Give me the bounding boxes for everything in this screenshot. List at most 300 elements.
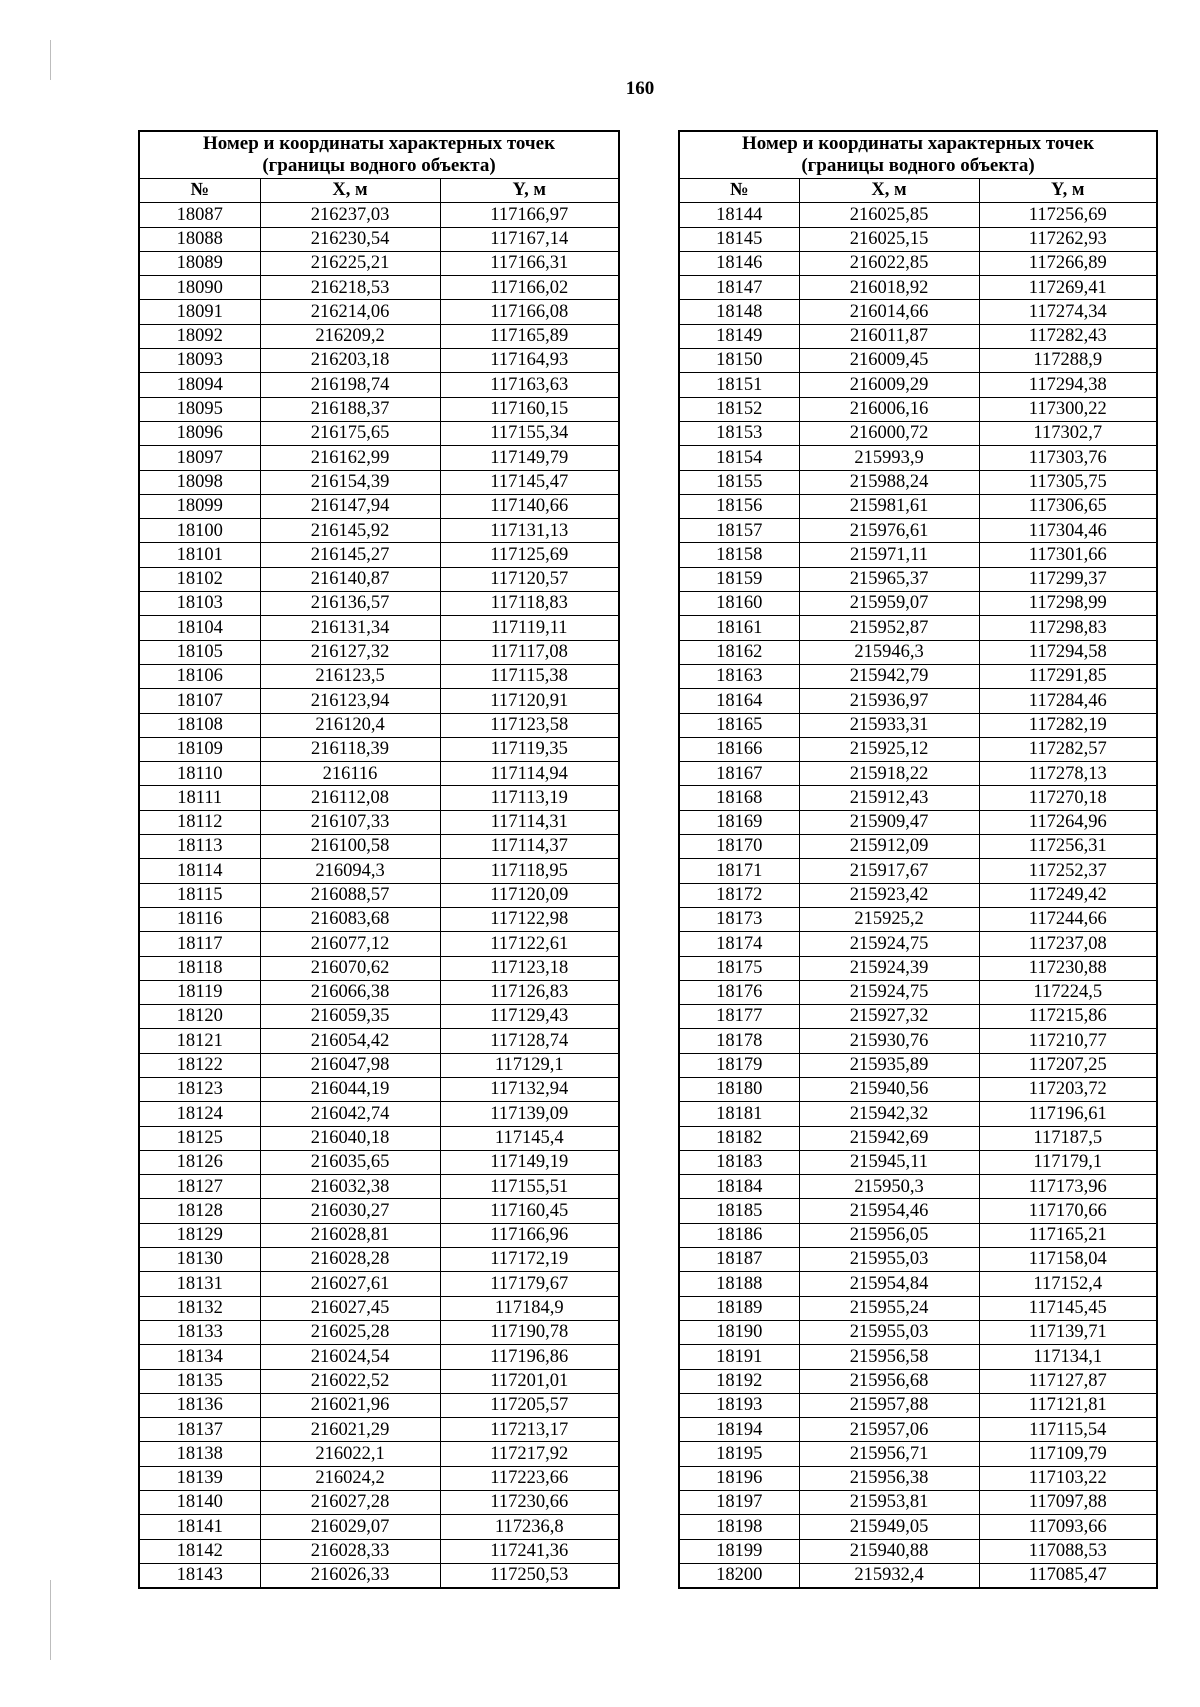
point-number-cell: 18195 (679, 1442, 799, 1466)
y-coordinate-cell: 117236,8 (440, 1515, 619, 1539)
point-number-cell: 18175 (679, 956, 799, 980)
y-coordinate-cell: 117301,66 (979, 543, 1157, 567)
y-coordinate-cell: 117269,41 (979, 276, 1157, 300)
x-coordinate-cell: 215953,81 (799, 1491, 979, 1515)
point-number-cell: 18149 (679, 324, 799, 348)
x-coordinate-cell: 215981,61 (799, 494, 979, 518)
table-row (139, 956, 619, 980)
point-number-cell: 18132 (139, 1296, 260, 1320)
table-row (679, 1296, 1157, 1320)
x-coordinate-cell: 215959,07 (799, 592, 979, 616)
y-coordinate-cell: 117278,13 (979, 762, 1157, 786)
table-row (139, 251, 619, 275)
point-number-cell: 18112 (139, 810, 260, 834)
y-coordinate-cell: 117230,66 (440, 1491, 619, 1515)
x-coordinate-cell: 215971,11 (799, 543, 979, 567)
y-coordinate-cell: 117155,34 (440, 421, 619, 445)
x-coordinate-cell: 215909,47 (799, 810, 979, 834)
x-coordinate-cell: 215956,05 (799, 1223, 979, 1247)
table-row (679, 1053, 1157, 1077)
point-number-cell: 18108 (139, 713, 260, 737)
x-coordinate-cell: 216120,4 (260, 713, 440, 737)
table-row (679, 300, 1157, 324)
x-coordinate-cell: 215912,09 (799, 835, 979, 859)
table-row (139, 762, 619, 786)
point-number-cell: 18184 (679, 1175, 799, 1199)
point-number-cell: 18140 (139, 1491, 260, 1515)
table-row (679, 1223, 1157, 1247)
y-coordinate-cell: 117149,79 (440, 446, 619, 470)
point-number-cell: 18089 (139, 251, 260, 275)
y-coordinate-cell: 117172,19 (440, 1248, 619, 1272)
x-coordinate-cell: 216214,06 (260, 300, 440, 324)
point-number-cell: 18111 (139, 786, 260, 810)
table-row (139, 1199, 619, 1223)
table-row (679, 1248, 1157, 1272)
x-coordinate-cell: 216009,29 (799, 373, 979, 397)
point-number-cell: 18185 (679, 1199, 799, 1223)
x-coordinate-cell: 215956,68 (799, 1369, 979, 1393)
y-coordinate-cell: 117118,95 (440, 859, 619, 883)
table-row (139, 1053, 619, 1077)
table-row (679, 1418, 1157, 1442)
x-coordinate-cell: 215955,03 (799, 1248, 979, 1272)
point-number-cell: 18172 (679, 883, 799, 907)
point-number-cell: 18135 (139, 1369, 260, 1393)
y-coordinate-cell: 117145,45 (979, 1296, 1157, 1320)
y-coordinate-cell: 117282,43 (979, 324, 1157, 348)
table-row (679, 543, 1157, 567)
point-number-cell: 18153 (679, 421, 799, 445)
table-row (139, 1320, 619, 1344)
x-coordinate-cell: 216025,15 (799, 227, 979, 251)
x-coordinate-cell: 216035,65 (260, 1150, 440, 1174)
table-row (139, 203, 619, 227)
x-coordinate-cell: 216022,52 (260, 1369, 440, 1393)
point-number-cell: 18100 (139, 519, 260, 543)
table-row (139, 1296, 619, 1320)
x-coordinate-cell: 216175,65 (260, 421, 440, 445)
x-coordinate-cell: 215935,89 (799, 1053, 979, 1077)
y-coordinate-cell: 117145,4 (440, 1126, 619, 1150)
x-coordinate-cell: 215940,88 (799, 1539, 979, 1563)
x-coordinate-cell: 216026,33 (260, 1563, 440, 1588)
y-coordinate-cell: 117109,79 (979, 1442, 1157, 1466)
table-row (139, 1345, 619, 1369)
point-number-cell: 18200 (679, 1563, 799, 1588)
y-coordinate-cell: 117262,93 (979, 227, 1157, 251)
y-coordinate-cell: 117085,47 (979, 1563, 1157, 1588)
x-coordinate-cell: 216116 (260, 762, 440, 786)
y-coordinate-cell: 117120,57 (440, 567, 619, 591)
table-row (679, 689, 1157, 713)
table-row (679, 1515, 1157, 1539)
y-coordinate-cell: 117298,83 (979, 616, 1157, 640)
x-coordinate-cell: 215912,43 (799, 786, 979, 810)
x-coordinate-cell: 216203,18 (260, 349, 440, 373)
point-number-cell: 18156 (679, 494, 799, 518)
table-row (679, 446, 1157, 470)
x-coordinate-cell: 215924,75 (799, 980, 979, 1004)
y-coordinate-cell: 117288,9 (979, 349, 1157, 373)
x-coordinate-cell: 216009,45 (799, 349, 979, 373)
x-coordinate-cell: 216083,68 (260, 907, 440, 931)
y-coordinate-cell: 117122,61 (440, 932, 619, 956)
y-coordinate-cell: 117274,34 (979, 300, 1157, 324)
x-coordinate-cell: 215936,97 (799, 689, 979, 713)
y-coordinate-cell: 117117,08 (440, 640, 619, 664)
y-coordinate-cell: 117123,58 (440, 713, 619, 737)
table-row (139, 227, 619, 251)
table-row (679, 1563, 1157, 1588)
table-row (139, 907, 619, 931)
table-row (139, 640, 619, 664)
point-number-cell: 18130 (139, 1248, 260, 1272)
table-row (679, 883, 1157, 907)
point-number-cell: 18141 (139, 1515, 260, 1539)
table-row (139, 737, 619, 761)
y-coordinate-cell: 117114,31 (440, 810, 619, 834)
point-number-cell: 18164 (679, 689, 799, 713)
scan-margin-mark (50, 1580, 51, 1660)
point-number-cell: 18178 (679, 1029, 799, 1053)
table-row (139, 1563, 619, 1588)
table-row (139, 1369, 619, 1393)
x-coordinate-cell: 215942,79 (799, 664, 979, 688)
caption-line-1: Номер и координаты характерных точек (741, 133, 1095, 154)
point-number-cell: 18099 (139, 494, 260, 518)
column-header-y: Y, м (440, 179, 619, 203)
y-coordinate-cell: 117097,88 (979, 1491, 1157, 1515)
point-number-cell: 18117 (139, 932, 260, 956)
table-row (139, 1491, 619, 1515)
point-number-cell: 18187 (679, 1248, 799, 1272)
x-coordinate-cell: 215956,58 (799, 1345, 979, 1369)
x-coordinate-cell: 216209,2 (260, 324, 440, 348)
x-coordinate-cell: 216218,53 (260, 276, 440, 300)
table-row (139, 1102, 619, 1126)
x-coordinate-cell: 215954,46 (799, 1199, 979, 1223)
point-number-cell: 18192 (679, 1369, 799, 1393)
y-coordinate-cell: 117165,89 (440, 324, 619, 348)
y-coordinate-cell: 117305,75 (979, 470, 1157, 494)
point-number-cell: 18107 (139, 689, 260, 713)
x-coordinate-cell: 215952,87 (799, 616, 979, 640)
x-coordinate-cell: 216024,54 (260, 1345, 440, 1369)
point-number-cell: 18138 (139, 1442, 260, 1466)
x-coordinate-cell: 215933,31 (799, 713, 979, 737)
y-coordinate-cell: 117167,14 (440, 227, 619, 251)
x-coordinate-cell: 215917,67 (799, 859, 979, 883)
point-number-cell: 18181 (679, 1102, 799, 1126)
x-coordinate-cell: 215957,88 (799, 1393, 979, 1417)
point-number-cell: 18148 (679, 300, 799, 324)
x-coordinate-cell: 216140,87 (260, 567, 440, 591)
point-number-cell: 18093 (139, 349, 260, 373)
table-row (679, 737, 1157, 761)
x-coordinate-cell: 215950,3 (799, 1175, 979, 1199)
point-number-cell: 18146 (679, 251, 799, 275)
y-coordinate-cell: 117166,31 (440, 251, 619, 275)
point-number-cell: 18198 (679, 1515, 799, 1539)
point-number-cell: 18177 (679, 1005, 799, 1029)
y-coordinate-cell: 117114,94 (440, 762, 619, 786)
point-number-cell: 18179 (679, 1053, 799, 1077)
x-coordinate-cell: 216042,74 (260, 1102, 440, 1126)
x-coordinate-cell: 216088,57 (260, 883, 440, 907)
point-number-cell: 18098 (139, 470, 260, 494)
point-number-cell: 18087 (139, 203, 260, 227)
table-row (139, 1393, 619, 1417)
point-number-cell: 18095 (139, 397, 260, 421)
x-coordinate-cell: 216021,29 (260, 1418, 440, 1442)
point-number-cell: 18134 (139, 1345, 260, 1369)
point-number-cell: 18171 (679, 859, 799, 883)
y-coordinate-cell: 117120,91 (440, 689, 619, 713)
x-coordinate-cell: 216094,3 (260, 859, 440, 883)
table-row (139, 519, 619, 543)
y-coordinate-cell: 117250,53 (440, 1563, 619, 1588)
y-coordinate-cell: 117300,22 (979, 397, 1157, 421)
y-coordinate-cell: 117217,92 (440, 1442, 619, 1466)
table-row (679, 1369, 1157, 1393)
y-coordinate-cell: 117165,21 (979, 1223, 1157, 1247)
table-row (139, 446, 619, 470)
x-coordinate-cell: 216029,07 (260, 1515, 440, 1539)
y-coordinate-cell: 117270,18 (979, 786, 1157, 810)
table-row (679, 907, 1157, 931)
y-coordinate-cell: 117166,08 (440, 300, 619, 324)
x-coordinate-cell: 216022,85 (799, 251, 979, 275)
y-coordinate-cell: 117120,09 (440, 883, 619, 907)
y-coordinate-cell: 117210,77 (979, 1029, 1157, 1053)
x-coordinate-cell: 216100,58 (260, 835, 440, 859)
point-number-cell: 18096 (139, 421, 260, 445)
y-coordinate-cell: 117264,96 (979, 810, 1157, 834)
x-coordinate-cell: 215956,71 (799, 1442, 979, 1466)
table-row (139, 470, 619, 494)
table-row (139, 1466, 619, 1490)
x-coordinate-cell: 216154,39 (260, 470, 440, 494)
y-coordinate-cell: 117093,66 (979, 1515, 1157, 1539)
table-row (679, 956, 1157, 980)
y-coordinate-cell: 117306,65 (979, 494, 1157, 518)
y-coordinate-cell: 117173,96 (979, 1175, 1157, 1199)
point-number-cell: 18101 (139, 543, 260, 567)
x-coordinate-cell: 216047,98 (260, 1053, 440, 1077)
table-row (679, 519, 1157, 543)
table-row (679, 786, 1157, 810)
x-coordinate-cell: 216011,87 (799, 324, 979, 348)
y-coordinate-cell: 117118,83 (440, 592, 619, 616)
y-coordinate-cell: 117284,46 (979, 689, 1157, 713)
x-coordinate-cell: 215940,56 (799, 1077, 979, 1101)
point-number-cell: 18188 (679, 1272, 799, 1296)
x-coordinate-cell: 216027,61 (260, 1272, 440, 1296)
table-row (139, 1272, 619, 1296)
y-coordinate-cell: 117299,37 (979, 567, 1157, 591)
x-coordinate-cell: 216237,03 (260, 203, 440, 227)
point-number-cell: 18170 (679, 835, 799, 859)
y-coordinate-cell: 117298,99 (979, 592, 1157, 616)
point-number-cell: 18150 (679, 349, 799, 373)
x-coordinate-cell: 216123,5 (260, 664, 440, 688)
x-coordinate-cell: 215925,2 (799, 907, 979, 931)
point-number-cell: 18136 (139, 1393, 260, 1417)
table-row (139, 835, 619, 859)
x-coordinate-cell: 216230,54 (260, 227, 440, 251)
y-coordinate-cell: 117134,1 (979, 1345, 1157, 1369)
y-coordinate-cell: 117128,74 (440, 1029, 619, 1053)
table-row (679, 567, 1157, 591)
table-row (139, 1442, 619, 1466)
x-coordinate-cell: 216018,92 (799, 276, 979, 300)
point-number-cell: 18168 (679, 786, 799, 810)
y-coordinate-cell: 117166,02 (440, 276, 619, 300)
table-row (679, 810, 1157, 834)
table-row (679, 1150, 1157, 1174)
y-coordinate-cell: 117302,7 (979, 421, 1157, 445)
point-number-cell: 18116 (139, 907, 260, 931)
x-coordinate-cell: 215932,4 (799, 1563, 979, 1588)
point-number-cell: 18157 (679, 519, 799, 543)
coordinates-table-right (678, 130, 1158, 1589)
x-coordinate-cell: 216028,28 (260, 1248, 440, 1272)
point-number-cell: 18125 (139, 1126, 260, 1150)
table-row (679, 1320, 1157, 1344)
table-row (139, 1248, 619, 1272)
point-number-cell: 18124 (139, 1102, 260, 1126)
y-coordinate-cell: 117152,4 (979, 1272, 1157, 1296)
table-row (139, 1126, 619, 1150)
caption-line-2: (границы водного объекта) (262, 155, 496, 176)
table-row (139, 592, 619, 616)
point-number-cell: 18155 (679, 470, 799, 494)
table-row (139, 324, 619, 348)
y-coordinate-cell: 117158,04 (979, 1248, 1157, 1272)
y-coordinate-cell: 117179,1 (979, 1150, 1157, 1174)
y-coordinate-cell: 117132,94 (440, 1077, 619, 1101)
table-row (679, 397, 1157, 421)
y-coordinate-cell: 117215,86 (979, 1005, 1157, 1029)
point-number-cell: 18196 (679, 1466, 799, 1490)
table-row (679, 1345, 1157, 1369)
x-coordinate-cell: 216022,1 (260, 1442, 440, 1466)
y-coordinate-cell: 117164,93 (440, 349, 619, 373)
y-coordinate-cell: 117115,38 (440, 664, 619, 688)
y-coordinate-cell: 117196,61 (979, 1102, 1157, 1126)
table-row (679, 932, 1157, 956)
table-row (679, 494, 1157, 518)
point-number-cell: 18123 (139, 1077, 260, 1101)
x-coordinate-cell: 216024,2 (260, 1466, 440, 1490)
table-row (139, 859, 619, 883)
x-coordinate-cell: 215942,32 (799, 1102, 979, 1126)
x-coordinate-cell: 215923,42 (799, 883, 979, 907)
table-row (139, 664, 619, 688)
y-coordinate-cell: 117291,85 (979, 664, 1157, 688)
x-coordinate-cell: 216000,72 (799, 421, 979, 445)
x-coordinate-cell: 215925,12 (799, 737, 979, 761)
caption-line-1: Номер и координаты характерных точек (202, 133, 556, 154)
y-coordinate-cell: 117145,47 (440, 470, 619, 494)
y-coordinate-cell: 117224,5 (979, 980, 1157, 1004)
table-row (679, 616, 1157, 640)
y-coordinate-cell: 117256,69 (979, 203, 1157, 227)
x-coordinate-cell: 215993,9 (799, 446, 979, 470)
table-row (679, 1077, 1157, 1101)
point-number-cell: 18154 (679, 446, 799, 470)
point-number-cell: 18165 (679, 713, 799, 737)
x-coordinate-cell: 215949,05 (799, 1515, 979, 1539)
table-row (679, 664, 1157, 688)
y-coordinate-cell: 117244,66 (979, 907, 1157, 931)
y-coordinate-cell: 117187,5 (979, 1126, 1157, 1150)
table-row (679, 470, 1157, 494)
point-number-cell: 18160 (679, 592, 799, 616)
table-row (679, 640, 1157, 664)
x-coordinate-cell: 216070,62 (260, 956, 440, 980)
y-coordinate-cell: 117129,43 (440, 1005, 619, 1029)
point-number-cell: 18104 (139, 616, 260, 640)
y-coordinate-cell: 117149,19 (440, 1150, 619, 1174)
x-coordinate-cell: 215927,32 (799, 1005, 979, 1029)
point-number-cell: 18174 (679, 932, 799, 956)
x-coordinate-cell: 216147,94 (260, 494, 440, 518)
x-coordinate-cell: 216006,16 (799, 397, 979, 421)
x-coordinate-cell: 215957,06 (799, 1418, 979, 1442)
table-row (139, 1150, 619, 1174)
x-coordinate-cell: 216225,21 (260, 251, 440, 275)
point-number-cell: 18163 (679, 664, 799, 688)
y-coordinate-cell: 117119,11 (440, 616, 619, 640)
y-coordinate-cell: 117166,96 (440, 1223, 619, 1247)
table-row (679, 980, 1157, 1004)
x-coordinate-cell: 216131,34 (260, 616, 440, 640)
point-number-cell: 18173 (679, 907, 799, 931)
point-number-cell: 18151 (679, 373, 799, 397)
x-coordinate-cell: 216123,94 (260, 689, 440, 713)
table-row (679, 227, 1157, 251)
point-number-cell: 18120 (139, 1005, 260, 1029)
x-coordinate-cell: 216032,38 (260, 1175, 440, 1199)
y-coordinate-cell: 117127,87 (979, 1369, 1157, 1393)
point-number-cell: 18114 (139, 859, 260, 883)
y-coordinate-cell: 117123,18 (440, 956, 619, 980)
table-row (679, 1199, 1157, 1223)
point-number-cell: 18137 (139, 1418, 260, 1442)
caption-line-2: (границы водного объекта) (801, 155, 1035, 176)
x-coordinate-cell: 216021,96 (260, 1393, 440, 1417)
y-coordinate-cell: 117160,15 (440, 397, 619, 421)
table-row (679, 349, 1157, 373)
x-coordinate-cell: 216198,74 (260, 373, 440, 397)
y-coordinate-cell: 117237,08 (979, 932, 1157, 956)
y-coordinate-cell: 117249,42 (979, 883, 1157, 907)
table-row (139, 300, 619, 324)
point-number-cell: 18167 (679, 762, 799, 786)
x-coordinate-cell: 216077,12 (260, 932, 440, 956)
scan-margin-mark (50, 40, 51, 80)
point-number-cell: 18152 (679, 397, 799, 421)
table-row (679, 592, 1157, 616)
point-number-cell: 18119 (139, 980, 260, 1004)
x-coordinate-cell: 215954,84 (799, 1272, 979, 1296)
point-number-cell: 18166 (679, 737, 799, 761)
y-coordinate-cell: 117119,35 (440, 737, 619, 761)
y-coordinate-cell: 117160,45 (440, 1199, 619, 1223)
table-row (679, 1272, 1157, 1296)
